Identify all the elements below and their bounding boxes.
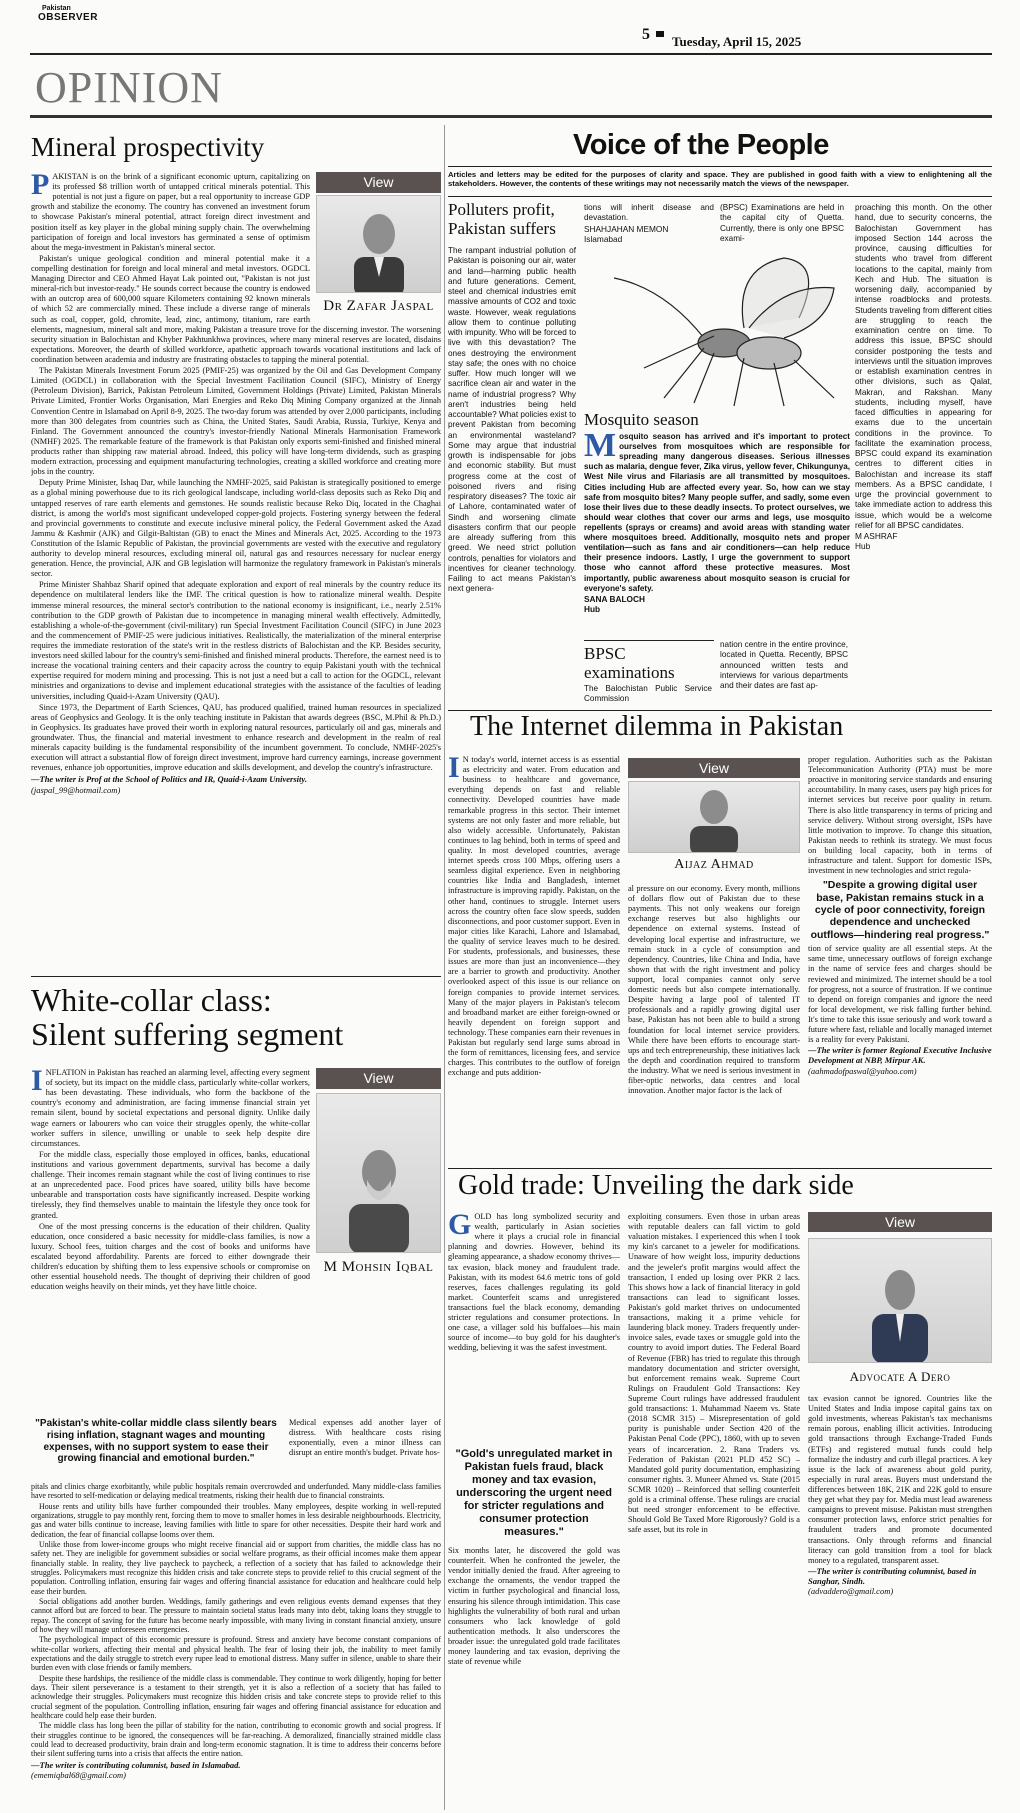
view-badge: View bbox=[316, 1068, 441, 1089]
gold-author-note: —The writer is contributing columnist, based in Sanghar, Sindh. bbox=[808, 1565, 977, 1587]
pull-quote: "Pakistan's white-collar middle class silently bears rising inflation, stagnant wages and mounting expenses, with no support system to ease their growing financial and emotional burden." bbox=[35, 1418, 277, 1465]
view-badge: View bbox=[316, 172, 441, 193]
gold-col1-bottom: Six months later, he discovered the gold was counterfeit. When he confronted the jeweler, the vendor initially denied the fraud. After agreeing to exchange the ornaments, the vendor trapped the victim in further psychological and financial loss, ensuring his silence through intimidation. This case highlights the vulnerability of both rural and urban consumers who lack knowledge of gold authentication methods. It also underscores the broader issue: the unregulated gold trade facilitates money laundering and tax evasion, depriving the state of revenue while bbox=[448, 1546, 620, 1667]
whitecollar-article: View M Mohsin Iqbal INFLATION in Pakistan has reached an alarming level, affecting every segment of society, but its impact on the middle class, particularly white-collar workers, has been devastating. These individuals, who form the backbone of the country's economy and administration, are facing immense financial strain yet remain silent, bound by societal expectations and personal dignity. Unlike daily wage earners or labourers who can voice their struggles openly, the white-collar worker suffers in silence, unwilling or unable to seek help despite dire circumstances. For the middle class, especially those employed in offices, banks, educational institutions and various government departments, survival has become a daily challenge. Their incomes remain stagnant while the cost of living continues to rise at an unprecedented pace. Food prices have soared, utility bills have become unbearable and transportation costs have significantly increased. Despite working tirelessly, they find themselves unable to maintain the lifestyle they once took for granted. One of the most pressing concerns is the education of their children. Quality education, once considered a basic necessity for middle-class families, is now a luxury. School fees, tuition charges and the cost of books and uniforms have escalated beyond affordability. Parents are forced to either downgrade their children's education by shifting them to less expensive schools or compromise on other essential household needs. The thought of depriving their children of good education weighs heavily on their minds, yet they have little choice. bbox=[31, 1068, 441, 1416]
polluters-headline: Polluters profit, Pakistan suffers bbox=[448, 200, 556, 238]
internet-byline: Aijaz Ahmad bbox=[674, 857, 754, 872]
bpsc-col-b-bottom: nation centre in the entire province, located in Quetta. Recently, BPSC announced written tests and interviews for various departments and their dates are fast ap- bbox=[720, 640, 848, 690]
date-rule bbox=[656, 31, 664, 37]
divider bbox=[584, 640, 714, 641]
gold-author-block bbox=[808, 1212, 992, 1390]
author-photo bbox=[316, 195, 441, 293]
pull-quote: "Despite a growing digital user base, Pakistan remains stuck in a cycle of poor connectivity, foreign dependence and unchecked outflows—hindering real progress." bbox=[810, 879, 990, 941]
dropcap: G bbox=[448, 1212, 472, 1241]
vop-disclaimer: Articles and letters may be edited for the purposes of clarity and space. They are published in good faith with a view to enlightening all the stakeholders. However, the contents of these writings may not necessarily match the views of the newspaper. bbox=[448, 170, 992, 189]
internet-col2: al pressure on our economy. Every month, millions of dollars flow out of Pakistan due to these payments. This not only weakens our foreign exchange reserves but also highlights our dependence on external systems. Instead of developing local expertise and infrastructure, we remain stuck in a cycle of consumption and dependency. Countries, like China and India, have shown that with the right investment and policy support, local companies cannot only serve domestic needs but also compete internationally. Despite having a large pool of talented IT professionals and a rapidly growing digital user base, Pakistan has not been able to build a strong foundation for local internet service providers. While there have been efforts to encourage start-ups and tech entrepreneurship, these initiatives lack the depth and coordination required to transform the industry. What we need is serious investment in fiber-optic networks, data centres and local innovation. Another major factor is the lack of bbox=[628, 884, 800, 1096]
masthead-rule bbox=[30, 53, 992, 55]
gold-headline: Gold trade: Unveiling the dark side bbox=[458, 1170, 854, 1201]
bpsc-col-b-top: (BPSC) Examinations are held in the capital city of Quetta. Currently, there is only one BPSC exami- bbox=[720, 203, 844, 243]
internet-headline: The Internet dilemma in Pakistan bbox=[470, 711, 844, 742]
dropcap: M bbox=[584, 432, 617, 464]
page-number: 5 bbox=[642, 26, 650, 43]
mineral-article: View Dr Zafar Jaspal PAKISTAN is on the brink of a significant economic upturn, capitalizing on its professed $8 trillion worth of untapped critical minerals potential. This potential is not just a figure on paper, but a real opportunity to increase GDP growth and stabilize the economy. The country has convened an investment forum to showcase Pakistan's mineral potential, attract foreign direct investment and position itself as key player in the global mining supply chain. The overwhelming participation of foreign and local investors has germinated a sense of optimism about the mega-investment in Pakistan's mineral sector. Pakistan's unique geological condition and mineral potential make it a compelling destination for foreign and local mineral and metal investors. OGDCL Managing Director and CEO Ahmed Hayat Lak pointed out, "Pakistan is not just mineral-rich but investor-ready." He sounds correct because the country is endowed with an outcrop area of 600,000 square Kilometers containing 92 known minerals of which 52 are commercially mined. These include a diverse range of minerals such as coal, copper, gold, chromite, lead, zinc, antimony, titanium, rare earth elements, magnesium, mineral salt and more, making Pakistan a treasure trove for the discerning investor. The worsening security situation in Balochistan and Khyber Pakhtunkhwa provinces, where many mineral reserves are located, disdains expectations. Moreover, the dearth of skilled workforce, apathetic approach towards vocational institutions and lack of coordination between academia and industry are frustrating obstacles to tapping the mineral potential. The Pakistan Minerals Investment Forum 2025 (PMIF-25) was organized by the Oil and Gas Development Company Limited (OGDCL) in collaboration with the Special Investment Facilitation Council (SIFC), Ministry of Energy (Petroleum Division), Barrick, Pakistan Petroleum Limited, Government Holdings (Private) Limited, Pakistan Minerals Private Limited, Frontier Works Organisation, Mari Energies and Reko Diq Mining Company organized at the Jinnah Convention Centre in Islamabad on April 8-9, 2025. The two-day forum was attended by over 2,000 participants, including more than 300 delegates from countries such as China, the United States, Saudi Arabia, Russia, Turkiye, Kenya and Finland. The Government announced the country's investor-friendly National Minerals Harmonisation Framework (NMHF) 2025. The remarkable feature of the framework is that Pakistan only exports semi-finished and finished mineral products rather than shipping raw material abroad. Indeed, this policy will have long-term dividends, such as grasping modern extraction, processing and equipment manufacturing technologies, creating a skilled workforce and creating more jobs in the country. Deputy Prime Minister, Ishaq Dar, while launching the NMHF-2025, said Pakistan is strategically positioned to emerge as a global mining powerhouse due to its rich geological landscape, including world-class deposits such as Reko Diq and untapped reserves of rare earth elements and gemstones. He sounds realistic because Reko Diq, located in the Chaghai district, is among the world's most significant undeveloped copper-gold projects. Fostering synergy between the federal and provincial governments to constitute and execute inclusive mineral policy, the Federal Government asked the Azad Jammu & Kashmir (AJK) and Gilgit-Baltistan (GB) to enact the Mines and Minerals Act, 2025. According to the 1973 Constitution of the Islamic Republic of Pakistan, the provincial governments are vested with the executive and regulatory authority to develop mineral resources, excluding mineral oil, natural gas and resources necessary for nuclear energy generation. Hence, the provincial, AJK and GB legislation will harmonize the regulatory framework in Pakistan's minerals sector. Prime Minister Shahbaz Sharif opined that adequate exploration and export of real minerals by the country reduce its dependence on multilateral lenders like the IMF. The critical question is how to rationalize mineral wealth. Despite immense mineral resources, the mineral sector's contribution to the national economy is insignificant, i.e., nearly 2.51% contribution to the GDP growth of Pakistan due to incompetence in managing mineral wealth effectively. Admittedly, establishing a whole-of-the-government (civil-military) run Special Investment Facilitation Council (SIFC) in June 2023 and the commencement of PMIF-25 were judicious initiatives. Realistically, the materialization of the mineral enterprise requires the immediate restoration of the state's writ in the restless districts of Balochistan and the KP. Besides security, investors need skilled labour for the country's semi-finished and finished mineral products. Therefore, the earnest need is to increase the vocational training centers and their capacity across the country to equip Pakistani youth with the technical expertise required for modern mining and processing. This is not just a need but a call to action for the OGDCL, relevant ministries and organizations to devise and implement educational strategies with the assistance of the faculties of leading universities, including Quaid-i-Azam University (QAU). Since 1973, the Department of Earth Sciences, QAU, has produced qualified, trained human resources in specialized areas of Geophysics and Geology. It is the only teaching institute in Pakistan that awards degrees (BSC, M.Phil & Ph.D.) in Geophysics. Its graduates have proved their worth in exploring natural resources, particularly oil and gas, minerals and groundwater. Thus, the financial and material investment to enhance research and development in the realm of real minerals capacity building is the fundamental responsibility of the incumbent government. To conclude, NMHF-2025's execution will attract a substantial flow of foreign direct investment, improve hard currency earnings, increase government revenues, enhance job opportunities, improve education and skills development, and develop the country's infrastructure. —The writer is Prof at the School of Politics and IR, Quaid-i-Azam University. (jaspal_99@hotmail.com) bbox=[31, 172, 441, 795]
brand-top: Pakistan bbox=[42, 5, 71, 12]
mosquito-headline: Mosquito season bbox=[584, 410, 699, 429]
whitecollar-pullquote-block bbox=[31, 1418, 441, 1480]
masthead bbox=[30, 0, 992, 48]
author-photo bbox=[628, 781, 800, 853]
whitecollar-byline: M Mohsin Iqbal bbox=[323, 1259, 434, 1276]
whitecollar-article-cont: pitals and clinics charge exorbitantly, while public hospitals remain overcrowded and underfunded. Many middle-class families have resorted to self-medication or delaying medical treatments, risking their health due to financial constraints. House rents and utility bills have further compounded their troubles. Many employees, despite working in well-reputed organizations, struggle to pay monthly rent, forcing them to move to smaller homes in less desirable neighbourhoods. Electricity, gas and water bills continue to increase, leaving families with little to spare for other necessities. Despite their hard work and dedication, the fear of financial collapse looms over them. Unlike those from lower-income groups who might receive financial aid or support from charities, the middle class has no safety net. They are ineligible for government subsidies or social welfare programs, as their official incomes make them appear financially stable. In reality, they live paycheck to paycheck, a reflection of a society that has failed to acknowledge their struggles. Policymakers must recognize this hidden crisis and take concrete steps to provide relief to this crucial segment of the population. Controlling inflation, ensuring fair wages and offering financial assistance for education and healthcare could help ease their burden. Social obligations add another burden. Weddings, family gatherings and even religious events demand expenses that they cannot afford but are forced to bear. The pressure to maintain societal status leads many into debt, taking loans they struggle to repay. The concept of saving for the future has become nearly impossible, with many living in constant financial anxiety, unsure of how they will manage unforeseen emergencies. The psychological impact of this economic pressure is profound. Stress and anxiety have become constant companions of white-collar workers, affecting their mental and physical health. The fear of losing their job, the inability to meet family expectations and the daily struggle to stretch every rupee lead to emotional distress. Many suffer in silence, unable to share their burden even with close friends or family members. Despite these hardships, the resilience of the middle class is commendable. They continue to work diligently, hoping for better days. Their silent perseverance is a testament to their strength, yet it is also a reflection of a society that has failed to acknowledge their struggles. Policymakers must recognize this hidden crisis and take concrete steps to provide relief to this crucial segment of the population. Controlling inflation, ensuring fair wages and offering financial assistance for education and healthcare could help ease their burden. The middle class has long been the pillar of stability for the nation, contributing to economic growth and social progress. If their struggles continue to be ignored, the consequences will be far-reaching. A demoralized, financially strained middle class could lead to decreased productivity, brain drain and long-term economic stagnation. It is time to address their concerns before their silent suffering turns into a crisis that affects the entire nation. —The writer is contributing columnist, based in Islamabad. (ememiqbal68@gmail.com) bbox=[31, 1482, 441, 1780]
brand-logo: OBSERVER bbox=[38, 12, 98, 23]
internet-author-email: (aahmadofpaswal@yahoo.com) bbox=[808, 1065, 917, 1076]
mineral-headline: Mineral prospectivity bbox=[31, 132, 265, 162]
internet-col1: I N today's world, internet access is as essential as electricity and water. From education and business to healthcare and governance, everything depends on fast and reliable connectivity. Developed countries have made remarkable progress in this sector. Their internet systems are not only faster and more reliable, but also widely accessible. Unfortunately, Pakistan continues to lag behind, both in terms of speed and quality. In most developed countries, average internet speeds cross 100 Mbps, offering users a seamless digital experience. Even in neighboring countries like India and Bangladesh, internet infrastructure is improving rapidly. Pakistan, on the other hand, continues to struggle. Internet users across the country often face slow speeds, sudden disconnections, and poor customer support. Even in major cities like Karachi, Lahore and Islamabad, the quality of service leaves much to be desired. For students, professionals, and businesses, these issues are more than just an inconvenience—they are a barrier to growth and productivity. Another overlooked aspect of this issue is our reliance on foreign companies to provide internet services. Many of the major players in Pakistan's telecom and broadband market are either foreign-owned or heavily dependent on foreign support and technology. These companies earn their revenues in Pakistan but regularly send large sums abroad in the form of remittances, licensing fees, and service charges. This contributes to the outflow of foreign exchange and puts addition- bbox=[448, 755, 620, 1078]
vop-rule-2 bbox=[448, 196, 992, 197]
view-badge: View bbox=[808, 1212, 992, 1232]
whitecollar-headline: White-collar class: Silent suffering segment bbox=[31, 982, 344, 1052]
bpsc-headline: BPSC examinations bbox=[584, 644, 675, 682]
dropcap: I bbox=[31, 1068, 43, 1097]
whitecollar-author-note: —The writer is contributing columnist, based in Islamabad. bbox=[31, 1759, 241, 1770]
polluters-col1: The rampant industrial pollution of Pakistan is poisoning our air, water and land—harming public health and future generations. Cement, steel and chemical industries emit massive amounts of CO2 and toxic waste. However, weak regulations allow them to continue polluting with impunity. Who will be forced to live with this devastation? The ones destroying the environment stay safe; the ones with no choice suffer. How much longer will we sacrifice clean air and water in the name of industrial progress? Why aren't industries being held accountable? What policies exist to prevent Pakistan from becoming an environmental wasteland? Some may argue that industrial growth is indispensable for jobs and economic stability. But must progress come at the cost of poisoned rivers and rising respiratory diseases? The toxic air of Lahore, contaminated water of Sindh and worsening climate disasters confirm that our people are already suffering from this greed. We need strict pollution controls, penalties for violators and incentives for cleaner technology. Failing to act means Pakistan's next genera- bbox=[448, 246, 576, 594]
gold-col1-top: GOLD has long symbolized security and wealth, particularly in Asian societies where it plays a crucial role in financial planning and dowries. However, behind its gleaming appearance, a shadow economy thrives—tax evasion, black money and fraudulent trade. Pakistan, with its modest 64.6 metric tons of gold reserves, faces challenges regulating its gold market. Counterfeit scams and unregistered transactions fuel the black economy, demanding stricter regulations and consumer protections. In one case, a villager sold his buffaloes—his main source of income—to buy gold for his daughter's wedding, believing it was the safest investment. bbox=[448, 1212, 620, 1353]
section-title: OPINION bbox=[35, 63, 223, 112]
gold-col3: tax evasion cannot be ignored. Countries like the United States and India impose capital gains tax on gold investments, whereas Pakistan's tax mechanisms remain porous, enabling illicit activities. Introducing gold transactions through Exchange-Traded Funds (ETFs) and registered mutual funds could help formalize the industry and curb illegal practices. A key issue is the lack of awareness about gold purity, especially in rural areas. Buyers must understand the differences between 18K, 21K and 22K gold to ensure they get what they pay for. Media must lead awareness campaigns to prevent misuse. Pakistan must strengthen consumer protection laws, enforce strict penalties for fraudulent traders and promote documented transactions. Only through reforms and financial literacy can gold transition from a tool for black money to a regulated, transparent asset. —The writer is contributing columnist, based in Sanghar, Sindh. (advaddero@gmail.com) bbox=[808, 1394, 992, 1597]
vop-rule bbox=[448, 166, 992, 167]
column-divider bbox=[444, 125, 445, 1810]
mineral-byline: Dr Zafar Jaspal bbox=[323, 298, 434, 315]
author-photo bbox=[808, 1238, 992, 1363]
gold-col2: exploiting consumers. Even those in urban areas with reputable dealers can fall victim to gold valuation mistakes. I experienced this when I took my kin's carcanet to a jeweler for modifications. Unaware of how weight loss, impurity deductions and the jeweler's profit margins would affect the transaction, I ended up losing over PKR 2 lacs. This shows how a lack of financial literacy in gold transactions can lead to significant losses. Pakistan's gold market thrives on undocumented transactions, making it a prime vehicle for laundering black money. Traders frequently under-invoice sales, evade taxes or smuggle gold into the country to avoid import duties. The Federal Board of Revenue (FBR) has tried to regulate this through mandatory documentation and stricter oversight, but enforcement remains weak. Supreme Court Rulings on Fraudulent Gold Transactions: Key Supreme Court rulings have addressed fraudulent gold transactions: 1. Muhammad Naeem vs. State (2018 SCMR 315) – Misrepresentation of gold purity is punishable under Section 420 of the Pakistan Penal Code (PPC), 1860, with up to seven years of incarceration. 2. Rana Traders vs. Federation of Pakistan (2021 PLD 452 SC) – Mandated gold purity documentation, emphasizing consumer rights. 3. Muneer Ahmed vs. State (2015 SCMR 1020) – Reinforced that selling counterfeit gold is a criminal offense. These rulings are crucial but need stronger enforcement to be effective. Should Gold Be Taxed More Rigorously? Gold is a safe asset, but its role in bbox=[628, 1212, 800, 1535]
divider bbox=[448, 1168, 992, 1169]
whitecollar-author-email: (ememiqbal68@gmail.com) bbox=[31, 1769, 126, 1780]
internet-author-block bbox=[628, 758, 800, 872]
divider bbox=[31, 976, 441, 977]
mosquito-letter: Mosquito season has arrived and it's important to protect ourselves from mosquitoes which are responsible for spreading many dangerous diseases. Serious illnesses such as malaria, dengue fever, Zika virus, yellow fever, Chikungunya, West Nile virus and Filariasis are all transmitted by mosquitoes. Cities including Hub are affected every year. So, how can we stay safe from mosquito bites? Many people suffer, and sadly, some even lose their lives due to these deadly insects. To protect ourselves, we should wear clothes that cover our arms and legs, use mosquito repellents (sprays or creams) and avoid areas with standing water where mosquitoes breed. Additionally, mosquito nets and proper ventilation—such as fans and air conditioners—can help reduce their presence indoors. Lastly, I urge the government to support those who cannot afford these protective measures. Most importantly, public awareness about mosquito season is crucial for everyone's safety. SANA BALOCH Hub bbox=[584, 432, 850, 614]
internet-col3: proper regulation. Authorities such as the Pakistan Telecommunication Authority (PTA) must be more proactive in monitoring service standards and ensuring accountability. In many cases, users pay high prices for internet services but receive poor quality in return. There is also little transparency in terms of pricing and service delivery. Without strong oversight, ISPs have little motivation to improve. To change this situation, Pakistan needs to rethink its strategy. We must focus on building local capacity, both in terms of infrastructure and talent. Support for domestic ISPs, investment in new technologies and strict regula- "Despite a growing digital user base, Pakistan remains stuck in a cycle of poor connectivity, foreign dependence and unchecked outflows—hindering real progress." tion of service quality are all essential steps. At the same time, unnecessary outflows of foreign exchange in the name of service fees and charges should be reviewed and minimized. The internet should be a tool for progress, not a source of frustration. If we continue to depend on foreign companies and ignore the need for local development, we risk falling further behind. It's time to take this issue seriously and work toward a future where fast, reliable and locally managed internet is a reality for every Pakistani. —The writer is former Regional Executive Inclusive Development at NBP, Mirpur AK. (aahmadofpaswal@yahoo.com) bbox=[808, 755, 992, 1076]
dropcap: I bbox=[448, 755, 460, 784]
section-rule bbox=[30, 115, 992, 118]
vop-title: Voice of the People bbox=[573, 129, 829, 161]
view-badge: View bbox=[628, 758, 800, 778]
mineral-author-note: —The writer is Prof at the School of Politics and IR, Quaid-i-Azam University. bbox=[31, 774, 307, 785]
gold-author-email: (advaddero@gmail.com) bbox=[808, 1586, 894, 1597]
gold-byline: Advocate A Dero bbox=[849, 1369, 951, 1384]
dropcap: P bbox=[31, 172, 50, 201]
side-paragraph: Medical expenses add another layer of distress. With healthcare costs rising exponentially, even a minor illness can disrupt an entire month's budget. Private hos- bbox=[289, 1418, 441, 1458]
bpsc-col-c: proaching this month. On the other hand, due to security concerns, the Balochistan Government has imposed Section 144 across the province, causing difficulties for students who travel from different locations to the capital, mainly from Kech and Hub. The situation is worsening daily, accompanied by intense roadblocks and protests. Students traveling from different cities are struggling to reach the examination centre on time. To address this issue, BPSC should consider postponing the tests and interviews until the situation improves or establish examination centres in other divisions, such as Qalat, Makran, and Rakshan. Many students, including myself, have faced difficulties in appearing for exams due to the uncertain conditions in the province. To facilitate the examination process, BPSC could expand its examination centres to different cities in Balochistan and increase its staff members. As a BPSC candidate, I urge the provincial government to take immediate action to address this issue, which would be a welcome relief for all BPSC candidates. M ASHRAF Hub bbox=[855, 203, 992, 551]
internet-author-note: —The writer is former Regional Executive Inclusive Development at NBP, Mirpur AK. bbox=[808, 1045, 992, 1066]
issue-date: Tuesday, April 15, 2025 bbox=[672, 34, 802, 49]
pull-quote: "Gold's unregulated market in Pakistan fuels fraud, black money and tax evasion, underscoring the urgent need for stricter regulations and consumer protection measures." bbox=[455, 1448, 613, 1538]
mosquito-illustration bbox=[584, 248, 846, 408]
bpsc-col-a: The Balochistan Public Service Commission bbox=[584, 684, 712, 704]
mineral-author-email: (jaspal_99@hotmail.com) bbox=[31, 784, 121, 795]
polluters-col2: tions will inherit disease and devastation. SHAHJAHAN MEMON Islamabad bbox=[584, 203, 714, 244]
author-photo bbox=[316, 1093, 441, 1253]
